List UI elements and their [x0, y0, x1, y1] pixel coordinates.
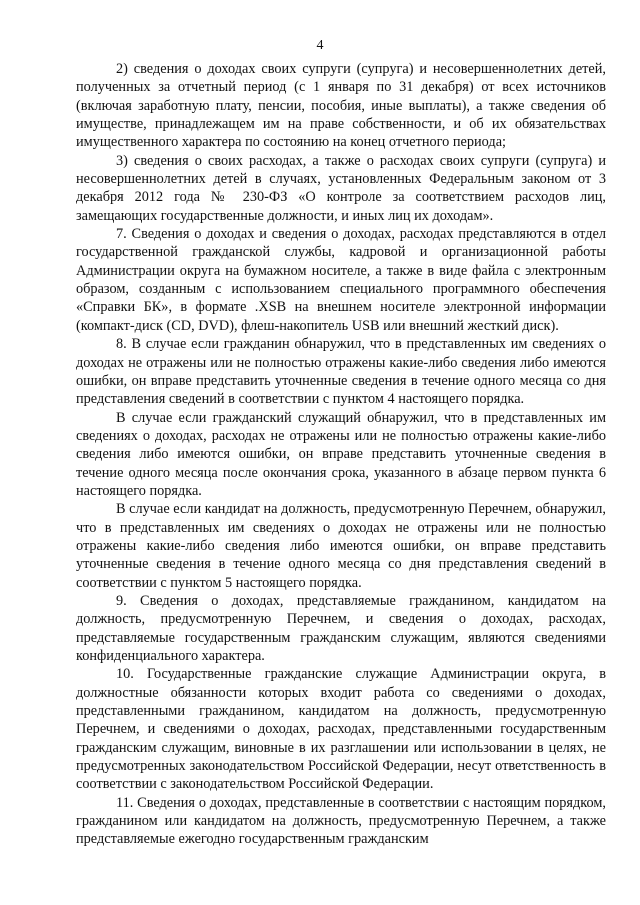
page-number: 4 — [316, 38, 324, 53]
paragraph-item-11: 11. Сведения о доходах, представленные в соответствии с настоящим порядком, гражданином или кандидатом на должность, предусмотренную Перечнем, а также представляемые ежегодно государственным гражданским — [76, 794, 606, 848]
document-body — [76, 60, 606, 849]
paragraph-expenses: 3) сведения о своих расходах, а также о расходах своих супруги (супруга) и несовершеннолетних детей в случаях, установленных Федеральным законом от 3 декабря 2012 года № 230-ФЗ «О контроле за соответствием расходов лиц, замещающих государственные должности, и иных лиц их доходам». — [76, 152, 606, 224]
paragraph-item-7: 7. Сведения о доходах и сведения о доходах, расходах представляются в отдел государственной гражданской службы, кадровой и организационной работы Администрации округа на бумажном носителе, а также в виде файла с электронным образом, созданным с использованием специального программного обеспечения «Справки БК», в формате .XSB на внешнем носителе электронной информации (компакт-диск (CD, DVD), флеш-накопитель USB или внешний жесткий диск). — [76, 226, 606, 334]
paragraph-item-9: 9. Сведения о доходах, представляемые гражданином, кандидатом на должность, предусмотренную Перечнем, и сведения о доходах, расходах, представляемые государственным гражданским служащим, являются сведениями конфиденциального характера. — [76, 592, 606, 664]
paragraph-civil-servant-correction: В случае если гражданский служащий обнаружил, что в представленных им сведениях о доходах, расходах не отражены или не полностью отражены какие-либо сведения либо имеются ошибки, он вправе представить уточненные сведения в течение одного месяца после окончания срока, указанного в абзаце первом пункта 6 настоящего порядка. — [76, 409, 606, 499]
paragraph-income-spouse-children: 2) сведения о доходах своих супруги (супруга) и несовершеннолетних детей, полученных за отчетный период (с 1 января по 31 декабря) от всех источников (включая заработную плату, пенсии, пособия, иные выплаты), а также сведения об имуществе, принадлежащем им на праве собственности, и об их обязательствах имущественного характера по состоянию на конец отчетного периода; — [76, 61, 606, 151]
paragraph-item-10: 10. Государственные гражданские служащие Администрации округа, в должностные обязанности которых входит работа со сведениями о доходах, представленными гражданином, кандидатом на должность, предусмотренную Перечнем, и сведениями о доходах, расходах, представленными государственным гражданским служащим, виновные в их разглашении или использовании в целях, не предусмотренных законодательством Российской Федерации, несут ответственность в соответствии с законодательством Российской Федерации. — [76, 666, 606, 793]
paragraph-item-8: 8. В случае если гражданин обнаружил, что в представленных им сведениях о доходах не отражены или не полностью отражены какие-либо сведения либо имеются ошибки, он вправе представить уточненные сведения в течение одного месяца со дня представления сведений в соответствии с пунктом 4 настоящего порядка. — [76, 336, 606, 408]
paragraph-candidate-correction: В случае если кандидат на должность, предусмотренную Перечнем, обнаружил, что в представленных им сведениях о доходах не отражены или не полностью отражены какие-либо сведения либо имеются ошибки, он вправе представить уточненные сведения в течение одного месяца со дня представления сведений в соответствии с пунктом 5 настоящего порядка. — [76, 501, 606, 591]
